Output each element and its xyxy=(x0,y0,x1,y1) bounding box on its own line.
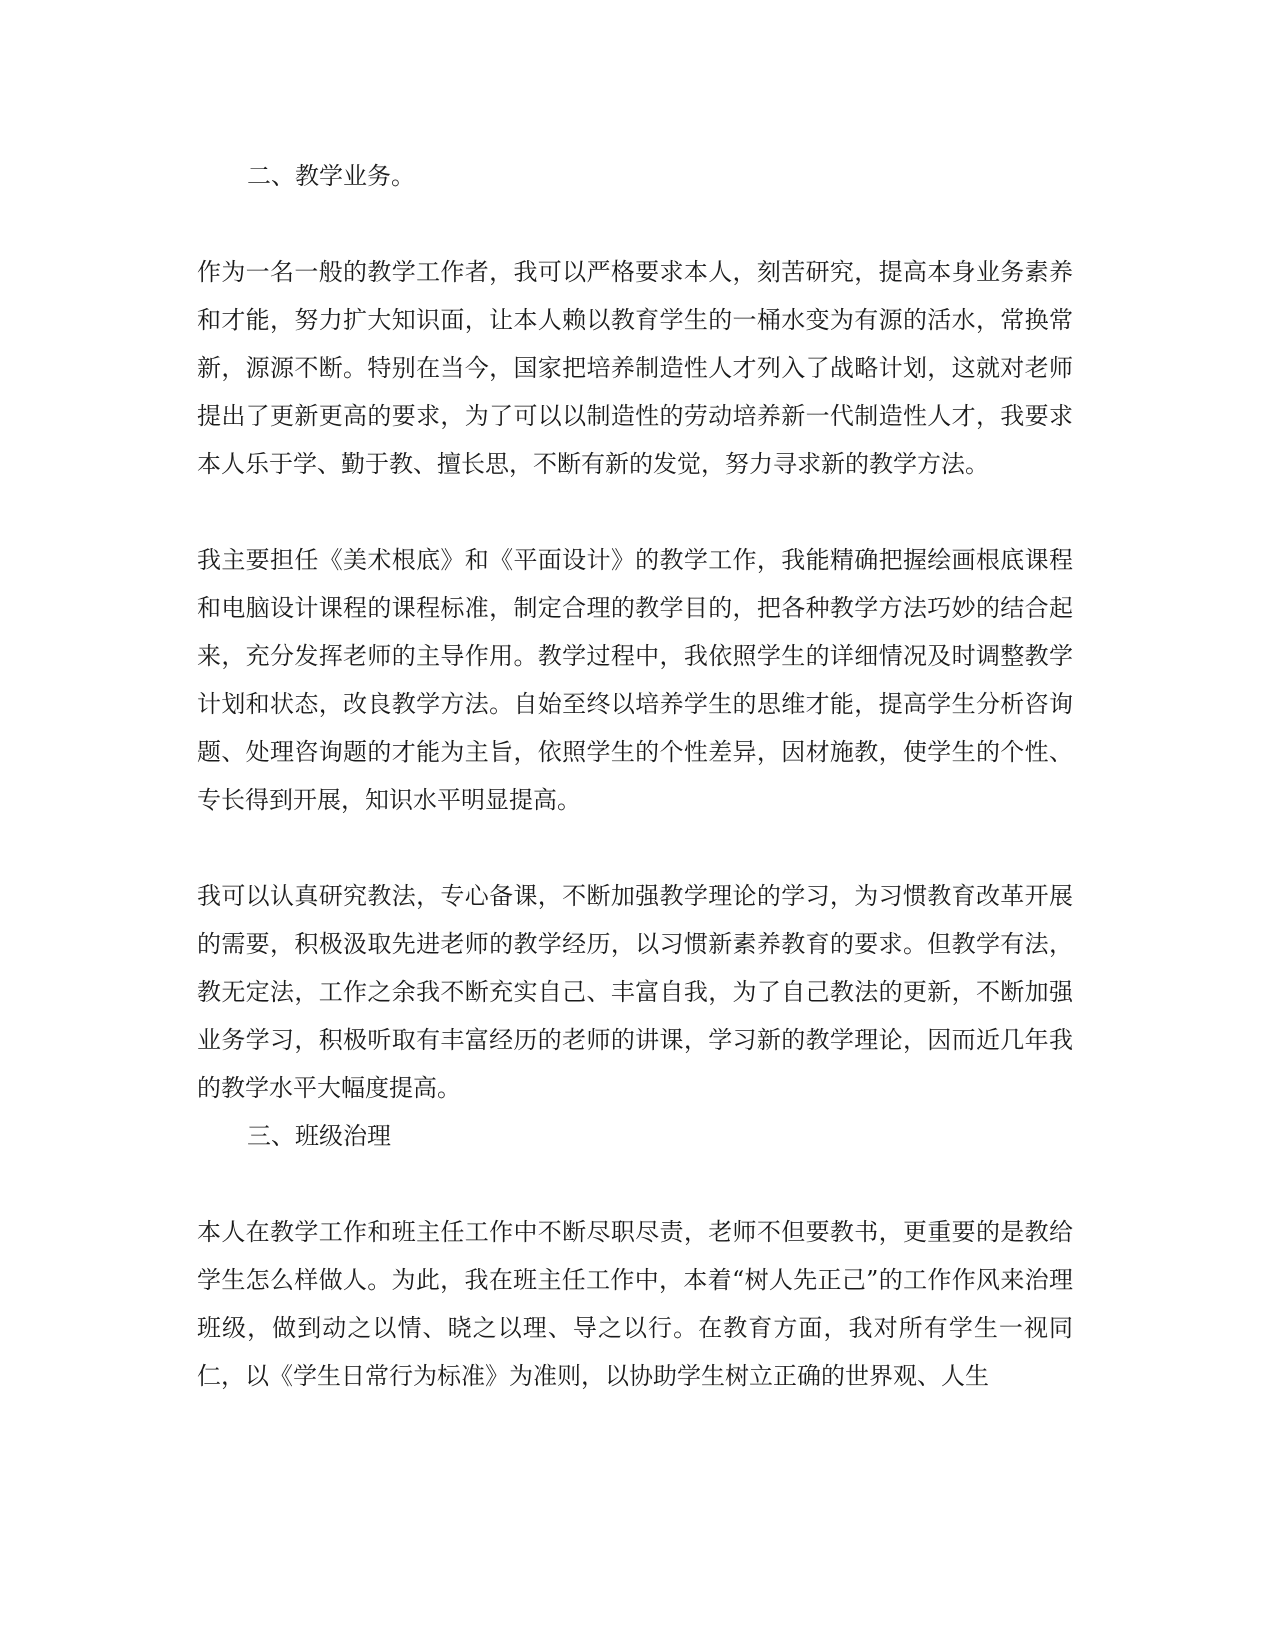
paragraph: 本人在教学工作和班主任工作中不断尽职尽责，老师不但要教书，更重要的是教给学生怎么样做人。为此，我在班主任工作中，本着“树人先正己”的工作作风来治理班级，做到动之以情、晓之以理、导之以行。在教育方面，我对所有学生一视同仁，以《学生日常行为标准》为准则，以协助学生树立正确的世界观、人生 xyxy=(197,1218,1073,1390)
spacer xyxy=(197,1160,1073,1208)
paragraph: 我主要担任《美术根底》和《平面设计》的教学工作，我能精确把握绘画根底课程和电脑设计课程的课程标准，制定合理的教学目的，把各种教学方法巧妙的结合起来，充分发挥老师的主导作用。教学过程中，我依照学生的详细情况及时调整教学计划和状态，改良教学方法。自始至终以培养学生的思维才能，提高学生分析咨询题、处理咨询题的才能为主旨，依照学生的个性差异，因材施教，使学生的个性、专长得到开展，知识水平明显提高。 xyxy=(197,546,1073,814)
section-three-heading: 三、班级治理 xyxy=(247,1122,391,1150)
spacer xyxy=(197,488,1073,536)
spacer xyxy=(197,200,1073,248)
document-body xyxy=(197,152,1073,1400)
paragraph: 我可以认真研究教法，专心备课，不断加强教学理论的学习，为习惯教育改革开展的需要，积极汲取先进老师的教学经历，以习惯新素养教育的要求。但教学有法，教无定法，工作之余我不断充实自己、丰富自我，为了自己教法的更新，不断加强业务学习，积极听取有丰富经历的老师的讲课，学习新的教学理论，因而近几年我的教学水平大幅度提高。 xyxy=(197,882,1073,1102)
section-two-heading: 二、教学业务。 xyxy=(247,162,415,190)
paragraph: 作为一名一般的教学工作者，我可以严格要求本人，刻苦研究，提高本身业务素养和才能，努力扩大知识面，让本人赖以教育学生的一桶水变为有源的活水，常换常新，源源不断。特别在当今，国家把培养制造性人才列入了战略计划，这就对老师提出了更新更高的要求，为了可以以制造性的劳动培养新一代制造性人才，我要求本人乐于学、勤于教、擅长思，不断有新的发觉，努力寻求新的教学方法。 xyxy=(197,258,1073,478)
spacer xyxy=(197,824,1073,872)
